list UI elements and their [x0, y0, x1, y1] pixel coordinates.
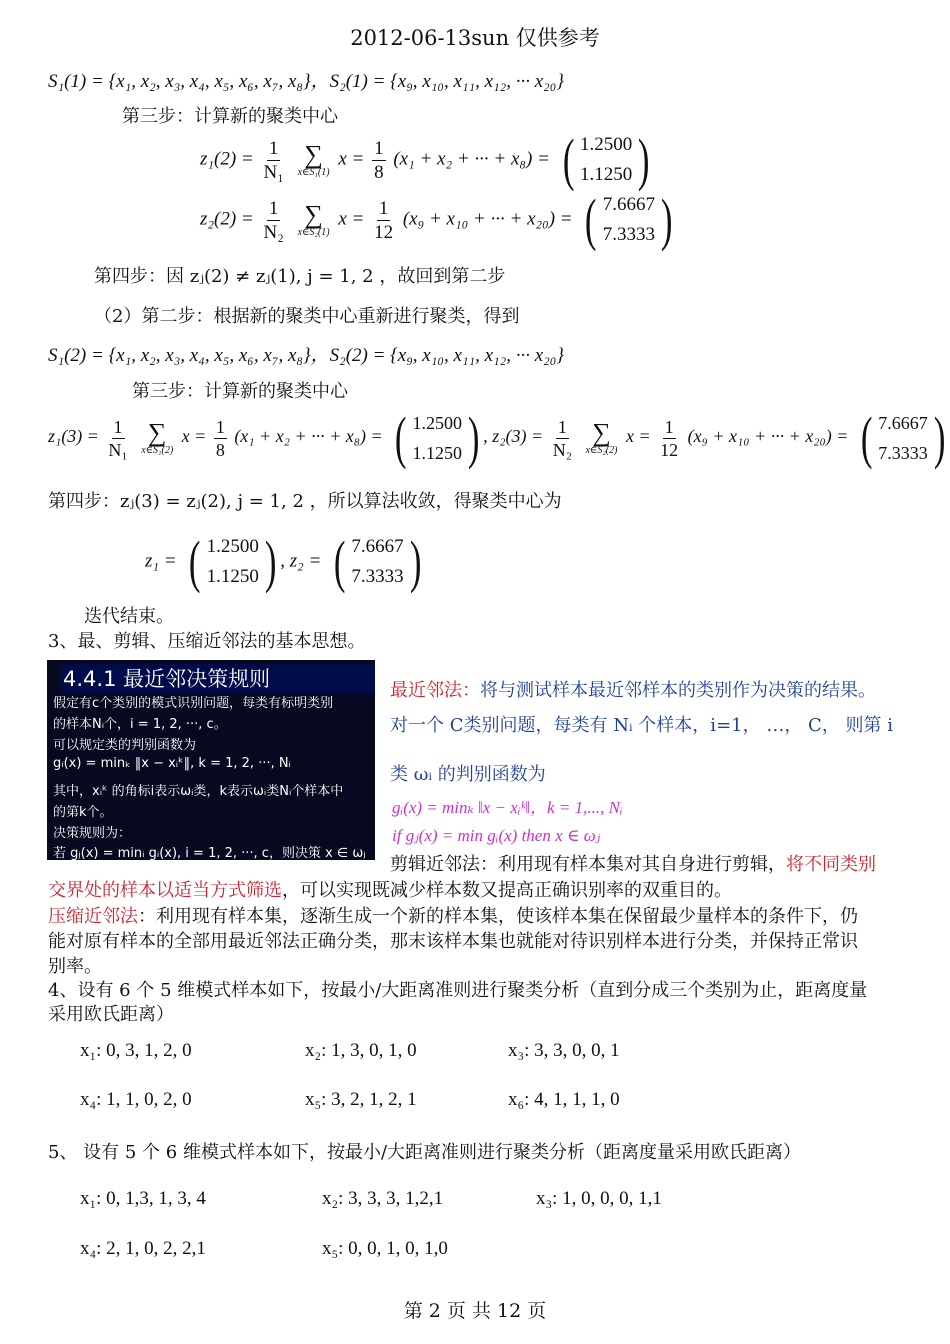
slide-line: 的第k个。 — [53, 805, 113, 820]
q4-sample-x5: x₅: 3, 2, 1, 2, 1 — [305, 1089, 417, 1110]
fraction: $\frac{1}{\text{N₂}}$ — [552, 416, 572, 460]
step2-text-b: （2）第二步：根据新的聚类中心重新进行聚类，得到 — [94, 306, 520, 327]
q5-sample-x4: x₄: 2, 1, 0, 2, 2,1 — [80, 1238, 206, 1259]
eq-lhs: z₂(2) = — [200, 208, 254, 230]
equation-z-3: z₁(3) = $\frac{1}{\text{N₁}}$ ∑ x∈S₁(2) x = $\frac{1}{8}$ (x₁ + x₂ + ··· + x₈) = ( 1.2500 1.1250 ) , z₂(3) = $\frac{1}{\text{N₂}}$ ∑ x∈S₂(2) x = $\frac{1}{12}$ (x₉ + x₁₀ + ··· + x₂₀) = ( 7.6667 7.3333 ) — [48, 408, 949, 468]
nearest-neighbor-slide — [47, 660, 375, 860]
slide-line: 其中，xᵢᵏ 的角标i表示ωᵢ类，k表示ωᵢ类Nᵢ个样本中 — [53, 784, 344, 799]
result-vector: ( 7.6667 7.3333 ) — [860, 405, 946, 470]
eq-expr: (x₉ + x₁₀ + ··· + x₂₀) = — [687, 426, 849, 447]
result-vector: ( 7.6667 7.3333 ) — [585, 187, 673, 252]
q4-sample-x4: x₄: 1, 1, 0, 2, 0 — [80, 1089, 192, 1110]
nn-definition — [390, 676, 876, 702]
condense-line-2: 能对原有样本的全部用最近邻法正确分类，那末该样本集也就能对待识别样本进行分类，并保持正常识 — [48, 931, 858, 952]
nn-line-2: 对一个 C类别问题，每类有 Nᵢ 个样本，i=1， …， C， 则第 i — [390, 715, 894, 736]
edit-text: 利用现有样本集对其自身进行剪辑， — [498, 854, 786, 875]
q4-sample-x6: x₆: 4, 1, 1, 1, 0 — [508, 1089, 620, 1110]
eq-expr: (x₁ + x₂ + ··· + x₈) = — [393, 148, 550, 170]
slide-title: 4.4.1 最近邻决策规则 — [61, 663, 375, 693]
step3-heading-a: 第三步：计算新的聚类中心 — [122, 106, 338, 127]
sum-symbol: ∑ x∈S₁(2) — [141, 418, 174, 456]
page-footer: 第 2 页 共 12 页 — [403, 1300, 547, 1322]
question-4-line-2: 采用欧氏距离） — [48, 1004, 174, 1025]
sum-symbol: ∑ x∈S₂(2) — [585, 418, 618, 456]
eq-lhs: z₁(3) = — [48, 426, 99, 447]
q5-sample-x5: x₅: 0, 0, 1, 0, 1,0 — [322, 1238, 448, 1259]
q5-sample-x1: x₁: 0, 1,3, 1, 3, 4 — [80, 1188, 206, 1209]
eq-mid: x = — [181, 426, 207, 447]
step4-text-b: 第四步：zⱼ(3) = zⱼ(2), j = 1, 2 ，所以算法收敛，得聚类中心为 — [48, 491, 562, 512]
sum-symbol: ∑ x∈S₁(1) — [297, 140, 330, 178]
step4-text-a: 第四步：因 zⱼ(2) ≠ zⱼ(1), j = 1, 2 ，故回到第二步 — [94, 266, 506, 287]
slide-line: 决策规则为： — [53, 826, 132, 841]
final-z1-label: z₁ = — [145, 550, 177, 572]
edit-line-1 — [390, 850, 876, 876]
iteration-end: 迭代结束。 — [84, 606, 174, 627]
q4-sample-x1: x₁: 0, 3, 1, 2, 0 — [80, 1040, 192, 1061]
edit-label: 剪辑近邻法： — [390, 854, 498, 875]
nn-formula-2: if gⱼ(x) = min gᵢ(x) then x ∈ ωⱼ — [392, 826, 601, 845]
page-header: 2012-06-13sun 仅供参考 — [350, 26, 600, 50]
result-vector: ( 1.2500 1.1250 ) — [395, 405, 480, 470]
fraction: $\frac{1}{12}$ — [660, 416, 679, 460]
nn-line-3: 类 ωᵢ 的判别函数为 — [390, 764, 546, 785]
equation-z1-2 — [200, 127, 654, 192]
question-4-line-1: 4、设有 6 个 5 维模式样本如下，按最小/大距离准则进行聚类分析（直到分成三个类别为止，距离度量 — [48, 980, 868, 1001]
condense-line-3: 别率。 — [48, 956, 102, 977]
fraction: $\frac{1}{8}$ — [374, 137, 384, 183]
slide-line: gᵢ(x) = minₖ ‖x − xᵢᵏ‖, k = 1, 2, ···, Nᵢ — [53, 756, 291, 771]
result-vector: ( 1.2500 1.1250 ) — [562, 127, 650, 192]
fraction: $\frac{1}{\text{N₂}}$ — [263, 197, 284, 243]
result-vector: ( 7.6667 7.3333 ) — [333, 529, 422, 594]
slide-line: 假定有c个类别的模式识别问题，每类有标明类别 — [53, 696, 334, 711]
q4-sample-x3: x₃: 3, 3, 0, 0, 1 — [508, 1040, 620, 1061]
condense-line-1 — [48, 902, 858, 928]
fraction: $\frac{1}{\text{N₁}}$ — [108, 416, 128, 460]
slide-line: 的样本Nᵢ个，i = 1, 2, ···, c。 — [53, 717, 227, 732]
cluster-sets-1: S₁(1) = {x₁, x₂, x₃, x₄, x₅, x₆, x₇, x₈}，S₂(1) = {x₉, x₁₀, x₁₁, x₁₂, ··· x₂₀} — [48, 71, 564, 92]
nn-formula-1: gᵢ(x) = minₖ ‖x − xᵢᵏ‖，k = 1,..., Nᵢ — [392, 798, 623, 817]
eq-mid: x = — [338, 148, 365, 170]
edit-text: ，可以实现既减少样本数又提高正确识别率的双重目的。 — [282, 880, 732, 901]
step3-heading-b: 第三步：计算新的聚类中心 — [132, 381, 348, 402]
nn-label: 最近邻法： — [390, 680, 480, 701]
fraction: $\frac{1}{12}$ — [374, 197, 394, 243]
condense-text: ：利用现有样本集，逐渐生成一个新的样本集，使该样本集在保留最少量样本的条件下，仍 — [138, 906, 858, 927]
eq-lhs: z₂(3) = — [492, 426, 544, 447]
slide-line: 若 gⱼ(x) = minᵢ gᵢ(x), i = 1, 2, ···, c，则决策 x ∈ ωⱼ — [53, 846, 366, 860]
result-vector: ( 1.2500 1.1250 ) — [189, 529, 277, 594]
q5-sample-x2: x₂: 3, 3, 3, 1,2,1 — [322, 1188, 444, 1209]
fraction: $\frac{1}{8}$ — [215, 416, 225, 460]
question-3: 3、最、剪辑、压缩近邻法的基本思想。 — [48, 631, 366, 652]
eq-mid: x = — [625, 426, 651, 447]
cluster-sets-2: S₁(2) = {x₁, x₂, x₃, x₄, x₅, x₆, x₇, x₈}，S₂(2) = {x₉, x₁₀, x₁₁, x₁₂, ··· x₂₀} — [48, 345, 564, 366]
eq-mid: x = — [338, 208, 365, 230]
edit-red-text: 将不同类别 — [786, 854, 876, 875]
edit-red-text: 交界处的样本以适当方式筛选 — [48, 880, 282, 901]
eq-expr: (x₉ + x₁₀ + ··· + x₂₀) = — [402, 208, 573, 230]
final-z2-label: , z₂ = — [280, 550, 322, 572]
eq-expr: (x₁ + x₂ + ··· + x₈) = — [234, 426, 383, 447]
sum-symbol: ∑ x∈S₂(1) — [297, 200, 330, 238]
q4-sample-x2: x₂: 1, 3, 0, 1, 0 — [305, 1040, 417, 1061]
final-centers — [145, 529, 425, 594]
nn-text: 将与测试样本最近邻样本的类别作为决策的结果。 — [480, 680, 876, 701]
fraction: $\frac{1}{\text{N₁}}$ — [263, 137, 284, 183]
eq-lhs: z₁(2) = — [200, 148, 254, 170]
condense-label: 压缩近邻法 — [48, 906, 138, 927]
question-5: 5、 设有 5 个 6 维模式样本如下，按最小/大距离准则进行聚类分析（距离度量采用欧氏距离） — [48, 1142, 802, 1163]
equation-z2-2 — [200, 187, 676, 252]
edit-line-2 — [48, 876, 732, 902]
slide-line: 可以规定类的判别函数为 — [53, 738, 197, 753]
q5-sample-x3: x₃: 1, 0, 0, 0, 1,1 — [536, 1188, 662, 1209]
